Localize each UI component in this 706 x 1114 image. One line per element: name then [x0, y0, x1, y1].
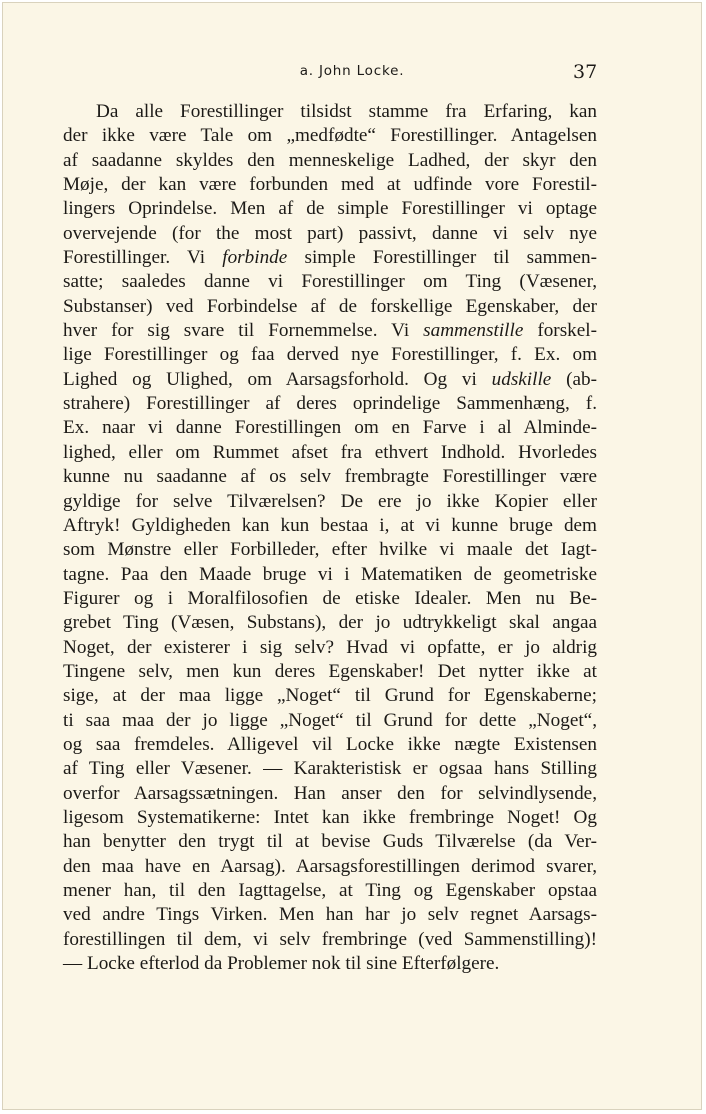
text-line — [63, 319, 597, 343]
text-segment: ligesom Systematikerne: Intet kan ikke frembringe Noget! Og — [63, 806, 597, 828]
text-line — [63, 928, 597, 952]
text-line — [63, 855, 597, 879]
text-segment: Ex. naar vi danne Forestillingen om en Farve i al Alminde- — [63, 417, 597, 439]
text-segment: forskel- — [523, 320, 597, 342]
text-segment: — Locke efterlod da Problemer nok til sine Efterfølgere. — [63, 953, 500, 975]
text-line — [63, 465, 597, 489]
text-segment: Figurer og i Moralfilosofien de etiske Idealer. Men nu Be- — [63, 587, 597, 609]
text-segment: hver for sig svare til Fornemmelse. Vi — [63, 320, 424, 342]
emphasized-word: sammenstille — [423, 320, 524, 342]
text-line — [63, 830, 597, 854]
text-line — [63, 343, 597, 367]
text-line — [63, 368, 597, 392]
book-page — [2, 2, 702, 1110]
text-segment: lingers Oprindelse. Men af de simple Forestillinger vi optage — [63, 198, 597, 220]
text-line — [63, 173, 597, 197]
text-segment: overfor Aarsagssætningen. Han anser den for selvindlysende, — [63, 782, 597, 804]
text-line — [63, 757, 597, 781]
text-line — [63, 270, 597, 294]
text-segment: (ab- — [551, 368, 597, 390]
text-line — [63, 246, 597, 270]
text-line — [63, 124, 597, 148]
text-line — [63, 903, 597, 927]
text-line — [63, 392, 597, 416]
text-line — [63, 806, 597, 830]
text-segment: han benytter den trygt til at bevise Guds Tilværelse (da Ver- — [63, 831, 597, 853]
text-segment: der ikke være Tale om „medfødte“ Forestillinger. Antagelsen — [63, 125, 597, 147]
text-line — [63, 879, 597, 903]
text-segment: mener han, til den Iagttagelse, at Ting og Egenskaber opstaa — [63, 880, 597, 901]
text-segment: kunne nu saadanne af os selv frembragte Forestillinger være — [63, 466, 597, 488]
text-segment: ti saa maa der jo ligge „Noget“ til Grund for dette „Noget“, — [63, 709, 597, 731]
text-segment: Møje, der kan være forbunden med at udfinde vore Forestil- — [63, 174, 597, 196]
text-line — [63, 514, 597, 538]
text-line — [63, 295, 597, 319]
text-segment: lige Forestillinger og faa derved nye Forestillinger, f. Ex. om — [63, 344, 597, 366]
text-segment: forestillingen til dem, vi selv frembringe (ved Sammenstilling)! — [63, 928, 597, 950]
text-segment: Aftryk! Gyldigheden kan kun bestaa i, at vi kunne bruge dem — [63, 514, 597, 536]
text-segment: gyldige for selve Tilværelsen? De ere jo ikke Kopier eller — [63, 490, 597, 512]
text-line — [63, 441, 597, 465]
text-segment: af saadanne skyldes den menneskelige Ladhed, der skyr den — [63, 149, 597, 171]
text-line — [63, 611, 597, 635]
text-segment: ved andre Tings Virken. Men han har jo selv regnet Aarsags- — [63, 904, 597, 926]
text-segment: Lighed og Ulighed, om Aarsagsforhold. Og vi — [63, 368, 492, 390]
text-line — [63, 733, 597, 757]
text-segment: strahere) Forestillinger af deres oprindelige Sammenhæng, f. — [63, 393, 597, 415]
emphasized-word: forbinde — [222, 247, 288, 269]
text-segment: tagne. Paa den Maade bruge vi i Matematiken de geometriske — [63, 563, 597, 585]
text-line — [63, 222, 597, 246]
running-head — [3, 61, 701, 85]
text-line — [63, 538, 597, 562]
emphasized-word: udskille — [491, 368, 552, 390]
text-line — [63, 490, 597, 514]
text-segment: Noget, der existerer i sig selv? Hvad vi opfatte, er jo aldrig — [63, 636, 597, 658]
text-segment: som Mønstre eller Forbilleder, efter hvilke vi maale det Iagt- — [63, 539, 597, 561]
text-line — [63, 587, 597, 611]
text-line — [63, 709, 597, 733]
text-line — [63, 563, 597, 587]
text-line — [63, 636, 597, 660]
text-line — [63, 149, 597, 173]
text-segment: af Ting eller Væsener. — Karakteristisk er ogsaa hans Stilling — [63, 758, 597, 780]
text-segment: den maa have en Aarsag). Aarsagsforestillingen derimod svarer, — [63, 855, 597, 877]
text-line — [63, 782, 597, 806]
text-segment: satte; saaledes danne vi Forestillinger om Ting (Væsener, — [63, 271, 597, 293]
text-line — [63, 684, 597, 708]
text-line — [63, 100, 597, 124]
text-line — [63, 197, 597, 221]
text-segment: Tingene selv, men kun deres Egenskaber! Det nytter ikke at — [63, 660, 597, 682]
text-segment: lighed, eller om Rummet afset fra ethvert Indhold. Hvorledes — [63, 441, 597, 463]
text-line — [63, 660, 597, 684]
text-segment: sige, at der maa ligge „Noget“ til Grund for Egenskaberne; — [63, 685, 597, 707]
text-segment: Substanser) ved Forbindelse af de forskellige Egenskaber, der — [63, 295, 597, 317]
text-line — [63, 416, 597, 440]
text-segment: og saa fremdeles. Alligevel vil Locke ikke nægte Existensen — [63, 733, 597, 755]
page-number: 37 — [573, 61, 598, 83]
text-segment: Da alle Forestillinger tilsidst stamme fra Erfaring, kan — [96, 101, 597, 122]
text-segment: Forestillinger. Vi — [63, 247, 223, 269]
text-segment: grebet Ting (Væsen, Substans), der jo udtrykkeligt skal angaa — [63, 612, 597, 634]
body-paragraph — [63, 100, 597, 976]
text-line — [63, 952, 597, 976]
text-segment: overvejende (for the most part) passivt, danne vi selv nye — [63, 222, 597, 244]
text-segment: simple Forestillinger til sammen- — [287, 247, 598, 269]
running-title: a. John Locke. — [299, 63, 405, 79]
